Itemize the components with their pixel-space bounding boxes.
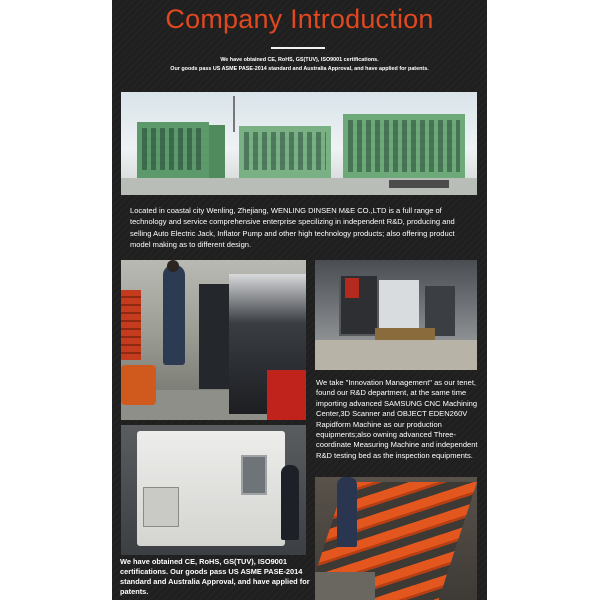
warehouse-photo <box>121 260 306 420</box>
building <box>209 125 225 180</box>
workbench <box>375 328 435 340</box>
building <box>343 114 465 182</box>
product-cases <box>121 365 156 405</box>
worker-figure <box>337 477 357 547</box>
testing-machine-photo <box>121 425 306 555</box>
product-stack <box>121 290 141 360</box>
worker-figure <box>281 465 299 540</box>
certification-line-1: We have obtained CE, RoHS, GS(TUV), ISO9001 certifications. <box>220 57 379 63</box>
factory-building-photo <box>121 92 477 195</box>
page-title: Company Introduction <box>165 4 434 34</box>
machine-control-panel <box>143 487 179 527</box>
cnc-machining-photo <box>315 260 477 370</box>
floor <box>315 340 477 370</box>
building <box>137 122 209 180</box>
company-intro-text: Located in coastal city Wenling, Zhejiang, WENLING DINSEN M&E CO.,LTD is a full range of technology and service comprehensive enterprise specilizing in independent R&D, producing and selling Auto Electric Jack, Inflator Pump and other high technology products; also offering product model making as to different design. <box>130 206 455 250</box>
assembly-line-photo <box>315 477 477 600</box>
worker-figure <box>163 265 185 365</box>
title-divider <box>271 47 325 49</box>
antenna-tower <box>233 96 235 132</box>
entrance-gate <box>389 180 449 188</box>
certification-text-bottom: We have obtained CE, RoHS, GS(TUV), ISO9001 certifications. Our goods pass US ASME PASE-2014 standard and Australia Approval, and have applied for patents. <box>120 557 310 596</box>
wrapped-pallet <box>199 284 229 389</box>
machine-panel <box>345 278 359 298</box>
building <box>239 126 331 180</box>
worker-head <box>167 260 179 272</box>
pallet-jack <box>267 370 306 420</box>
certification-line-2: Our goods pass US ASME PASE-2014 standard and Australia Approval, and have applied for patents. <box>170 66 429 72</box>
company-introduction-panel <box>112 0 487 600</box>
floor <box>315 572 375 600</box>
machine-window <box>241 455 267 495</box>
innovation-text: We take "Innovation Management" as our tenet, found our R&D department, at the same time importing advanced SAMSUNG CNC Machining Center,3D Scanner and OBJECT EDEN260V Rapidform Machine as our production equipments;also owning advanced Three-coordinate Measuring Machine and independent R&D testing bed as the inspection equipments. <box>316 378 478 460</box>
